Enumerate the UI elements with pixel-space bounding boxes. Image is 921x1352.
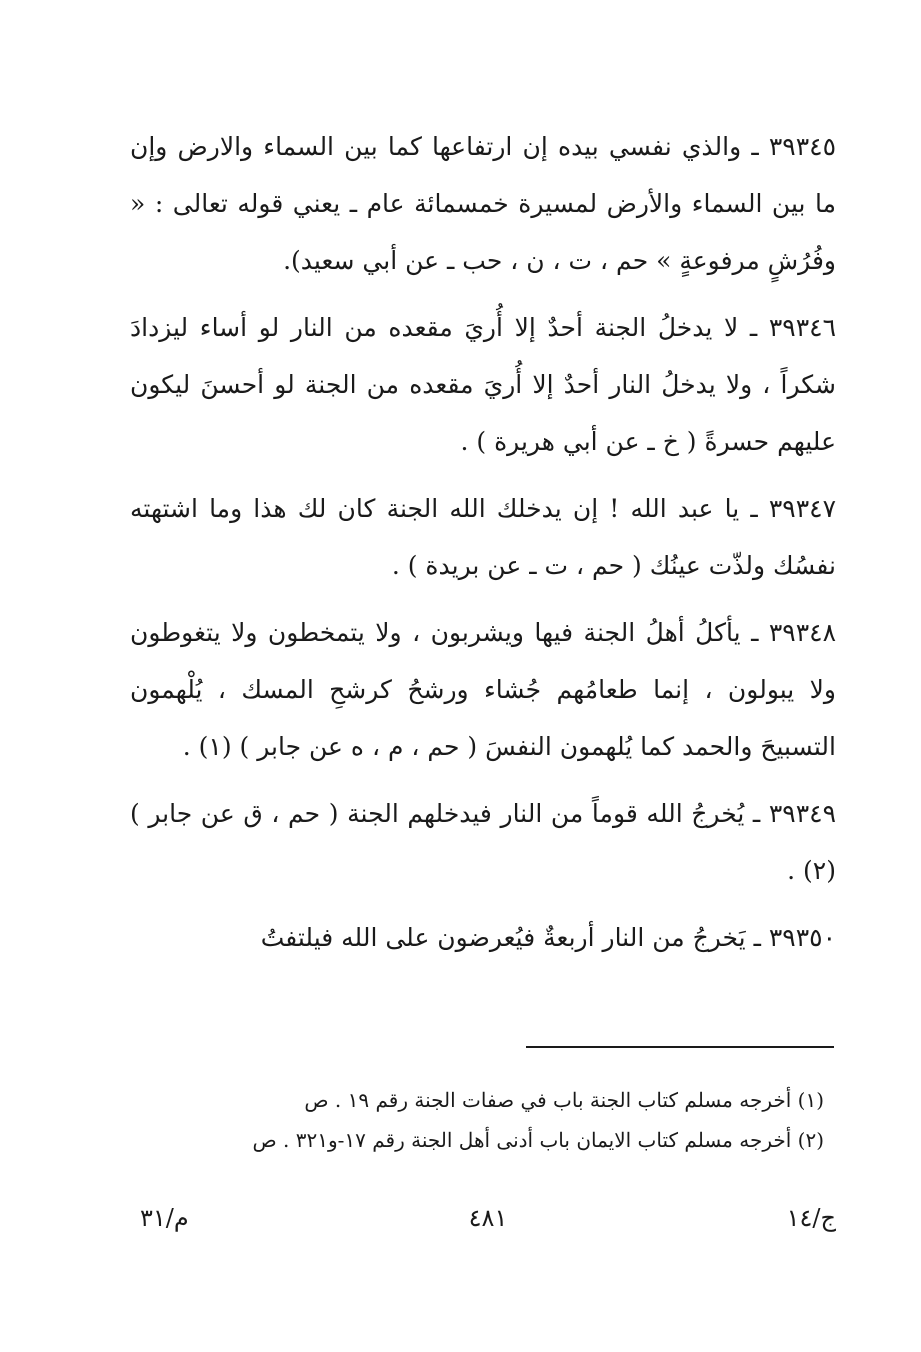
- footnote-1: (١) أخرجه مسلم كتاب الجنة باب في صفات الجنة رقم ١٩ . ص: [304, 1088, 824, 1112]
- volume-label: ج/١٤: [786, 1204, 836, 1232]
- main-text: [130, 118, 836, 976]
- hadith-39346: ٣٩٣٤٦ ـ لا يدخلُ الجنة أحدٌ إلا أُريَ مقعده من النار لو أساء ليزدادَ شكراً ، ولا يدخلُ النار أحدٌ إلا أُريَ مقعده من الجنة لو أحسنَ ليكون عليهم حسرةً ( خ ـ عن أبي هريرة ) .: [130, 313, 836, 456]
- signature-mark: م/٣١: [140, 1204, 189, 1232]
- footnote-2: (٢) أخرجه مسلم كتاب الايمان باب أدنى أهل الجنة رقم ١٧-و٣٢١ . ص: [252, 1128, 824, 1152]
- hadith-39350: ٣٩٣٥٠ ـ يَخرجُ من النار أربعةٌ فيُعرضون على الله فيلتفتُ: [260, 923, 836, 952]
- hadith-39349: ٣٩٣٤٩ ـ يُخرجُ الله قوماً من النار فيدخلهم الجنة ( حم ، ق عن جابر ) (٢) .: [130, 799, 836, 885]
- footnote-divider: [526, 1046, 834, 1048]
- hadith-39345: ٣٩٣٤٥ ـ والذي نفسي بيده إن ارتفاعها كما بين السماء والارض وإن ما بين السماء والأرض لمسيرة خمسمائة عام ـ يعني قوله تعالى : « وفُرُشٍ مرفوعةٍ » حم ، ت ، ن ، حب ـ عن أبي سعيد).: [130, 132, 836, 275]
- page-number: ٤٨١: [468, 1204, 508, 1232]
- footnotes: [140, 1080, 824, 1160]
- hadith-39347: ٣٩٣٤٧ ـ يا عبد الله ! إن يدخلك الله الجنة كان لك هذا وما اشتهته نفسُك ولذّت عينُك ( حم ، ت ـ عن بريدة ) .: [130, 494, 836, 580]
- hadith-39348: ٣٩٣٤٨ ـ يأكلُ أهلُ الجنة فيها ويشربون ، ولا يتمخطون ولا يتغوطون ولا يبولون ، إنما طعامُهم جُشاء ورشحُ كرشحِ المسك ، يُلْهمون التسبيحَ والحمد كما يُلهمون النفسَ ( حم ، م ، ه عن جابر ) (١) .: [130, 618, 836, 761]
- page-footer: [140, 1198, 836, 1238]
